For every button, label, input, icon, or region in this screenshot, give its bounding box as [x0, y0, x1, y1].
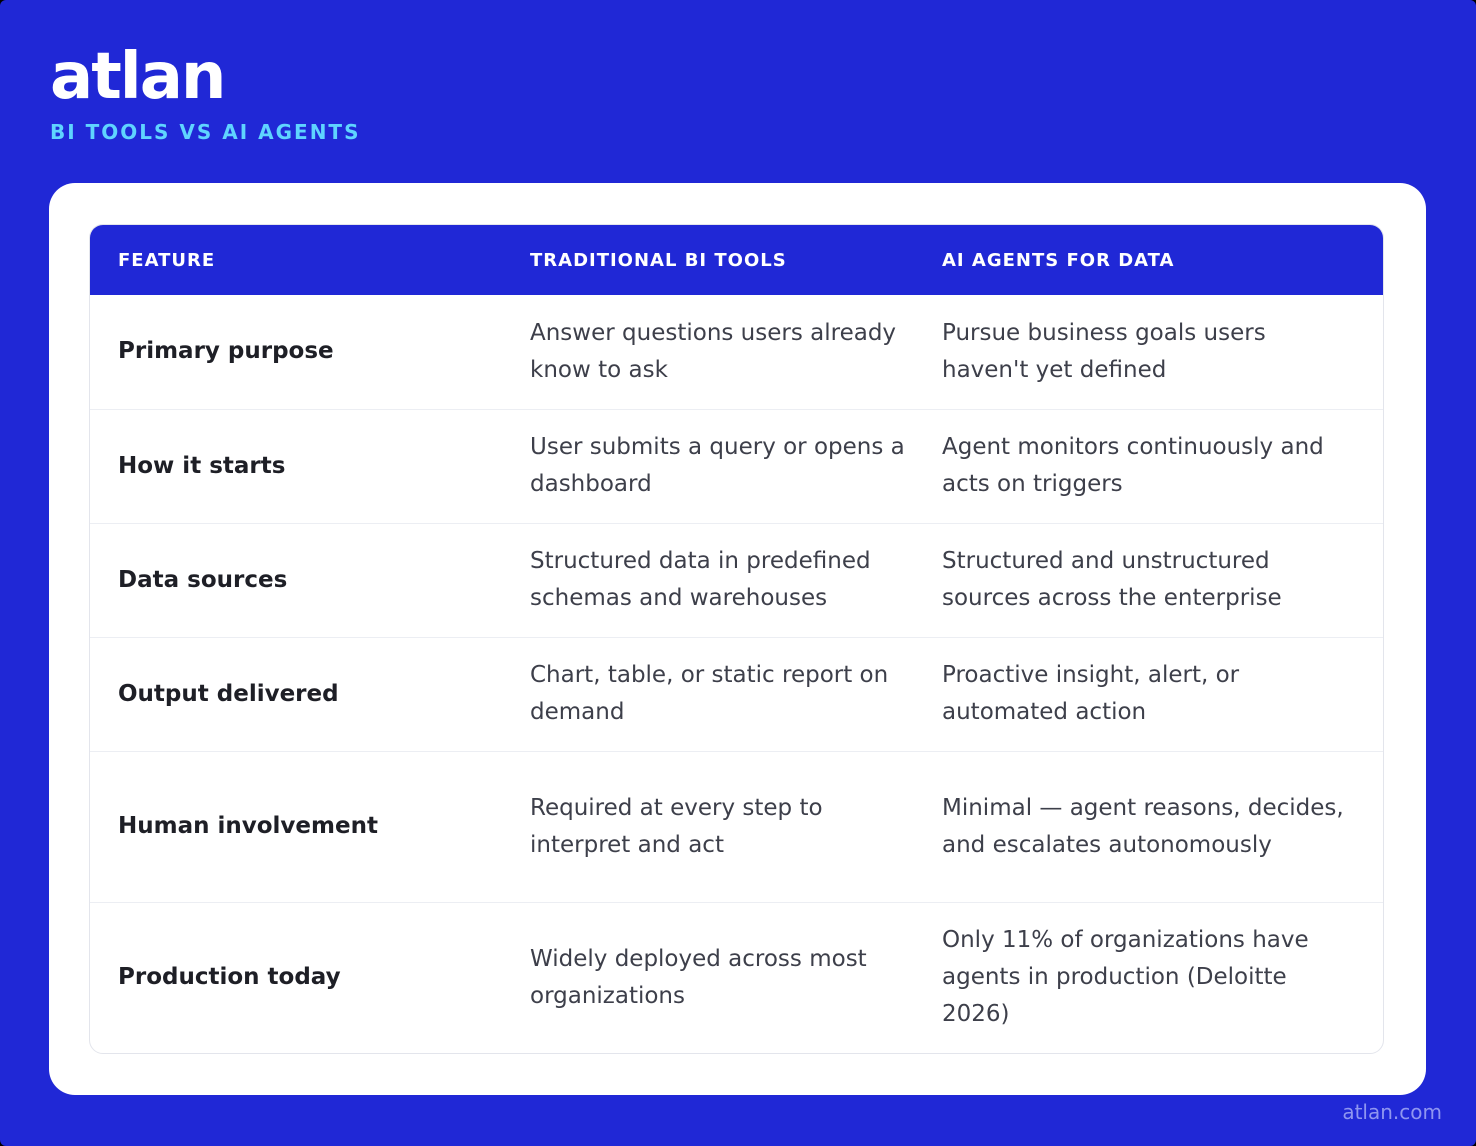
comparison-table-container — [89, 224, 1384, 1054]
bi-tools-cell: Chart, table, or static report on demand — [530, 662, 889, 725]
table-row — [90, 637, 1383, 751]
table-row — [90, 902, 1383, 1053]
ai-agents-cell: Minimal — agent reasons, decides, and escalates autonomously — [942, 794, 1344, 858]
comparison-table — [90, 225, 1383, 1053]
table-row — [90, 523, 1383, 637]
feature-cell: Data sources — [118, 566, 288, 593]
ai-agents-cell: Proactive insight, alert, or automated action — [942, 662, 1240, 725]
page-subtitle: BI TOOLS VS AI AGENTS — [50, 120, 361, 144]
table-header-row — [90, 225, 1383, 295]
bi-tools-cell: User submits a query or opens a dashboard — [530, 434, 905, 497]
feature-cell: How it starts — [118, 452, 286, 479]
feature-cell: Production today — [118, 964, 341, 991]
feature-cell: Primary purpose — [118, 338, 334, 365]
bi-tools-cell: Widely deployed across most organizations — [530, 945, 867, 1009]
atlan-logo — [50, 40, 225, 114]
ai-agents-cell: Pursue business goals users haven't yet defined — [942, 319, 1266, 383]
bi-tools-cell: Answer questions users already know to ask — [530, 319, 897, 383]
header-ai-agents-for-data: AI AGENTS FOR DATA — [942, 249, 1175, 271]
feature-cell: Human involvement — [118, 813, 378, 839]
table-row — [90, 751, 1383, 902]
header-traditional-bi-tools: TRADITIONAL BI TOOLS — [530, 249, 787, 271]
logo-wordmark: atlan — [50, 40, 225, 114]
bi-tools-cell: Structured data in predefined schemas and warehouses — [530, 548, 871, 611]
ai-agents-cell: Structured and unstructured sources across the enterprise — [942, 548, 1282, 611]
comparison-card — [49, 183, 1426, 1095]
header-feature: FEATURE — [118, 249, 216, 271]
feature-cell: Output delivered — [118, 680, 339, 707]
table-row — [90, 295, 1383, 409]
footer-website-url: atlan.com — [1342, 1100, 1442, 1124]
table-row — [90, 409, 1383, 523]
bi-tools-cell: Required at every step to interpret and act — [530, 794, 823, 858]
ai-agents-cell: Only 11% of organizations have agents in production (Deloitte 2026) — [942, 927, 1309, 1028]
ai-agents-cell: Agent monitors continuously and acts on triggers — [942, 434, 1324, 497]
